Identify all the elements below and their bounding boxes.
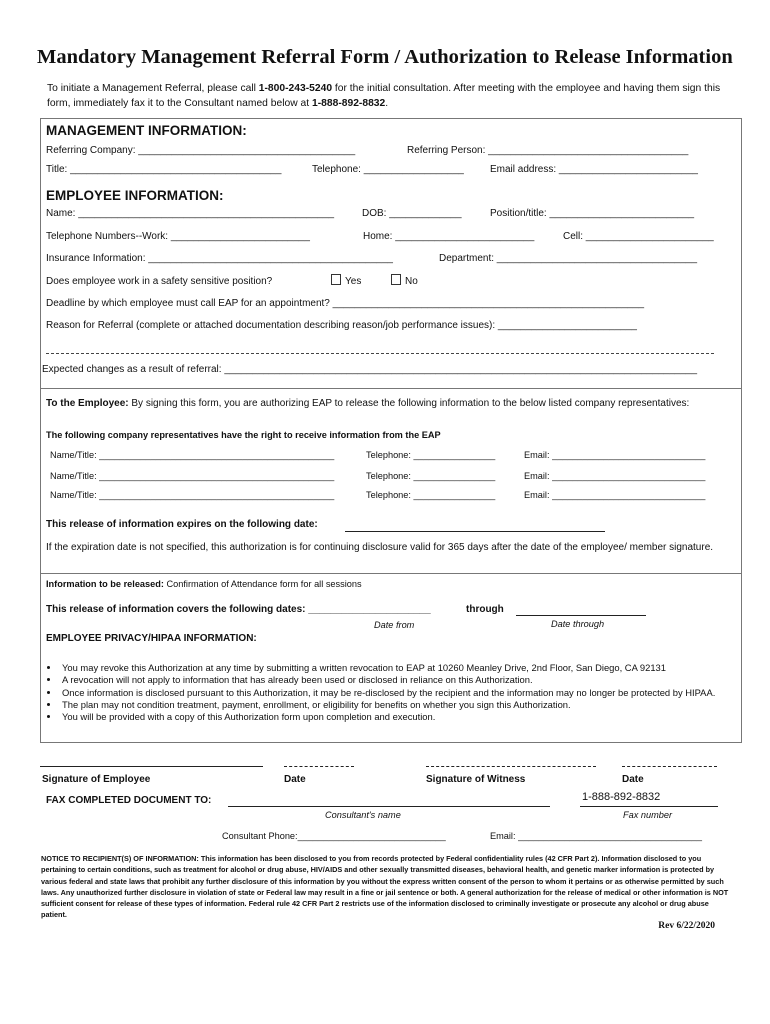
consultant-phone-field[interactable]: Consultant Phone:_____________________________	[222, 831, 446, 841]
through-label: through	[466, 604, 504, 615]
referring-person-field[interactable]: Referring Person: ____________________________________	[407, 145, 689, 156]
expiration-label: This release of information expires on the following date:	[46, 519, 318, 530]
expiration-date-line[interactable]	[345, 531, 605, 532]
privacy-bullet: • A revocation will not apply to information that has already been used or disclosed in reliance on this Authorization.	[60, 674, 732, 686]
witness-signature-line[interactable]	[426, 766, 596, 767]
rep-email-field[interactable]: Email: ______________________________	[524, 471, 706, 481]
management-heading: MANAGEMENT INFORMATION:	[46, 123, 247, 138]
intro-text-2: for the initial consultation. After meeting with the employee and having them sign this form, immediately fax it to the Consultant named below at	[47, 83, 721, 109]
employee-date-label: Date	[284, 774, 306, 785]
rep-email-field[interactable]: Email: ______________________________	[524, 450, 706, 460]
intro-paragraph	[47, 81, 737, 111]
deadline-field[interactable]: Deadline by which employee must call EAP for an appointment? ________________________________________________________	[46, 298, 645, 309]
expiration-note: If the expiration date is not specified, this authorization is for continuing disclosure valid for 365 days after the date of the employee/ member signature.	[46, 542, 714, 553]
no-label: No	[405, 276, 418, 287]
privacy-bullet: • The plan may not condition treatment, payment, enrollment, or eligibility for benefits on whether you sign this Authorization.	[60, 699, 732, 711]
expected-changes-field[interactable]: Expected changes as a result of referral: _____________________________________________________________________________________	[42, 364, 698, 375]
consultant-name-caption: Consultant's name	[325, 810, 401, 820]
intro-text-3: .	[385, 98, 389, 109]
to-employee-label: To the Employee:	[46, 398, 129, 409]
date-from-caption: Date from	[374, 620, 415, 630]
rep-name-field[interactable]: Name/Title: ______________________________________________	[50, 471, 335, 481]
date-from-field[interactable]: This release of information covers the following dates: ______________________	[46, 604, 431, 615]
info-released-line	[46, 579, 362, 589]
employee-home-phone-field[interactable]: Home: _________________________	[363, 231, 535, 242]
witness-date-label: Date	[622, 774, 644, 785]
yes-checkbox[interactable]	[331, 274, 341, 285]
rep-telephone-field[interactable]: Telephone: ________________	[366, 450, 496, 460]
rep-email-field[interactable]: Email: ______________________________	[524, 490, 706, 500]
employee-name-field[interactable]: Name: ______________________________________________	[46, 208, 335, 219]
employee-signature-line[interactable]	[40, 766, 263, 767]
privacy-bullet: • You will be provided with a copy of this Authorization form upon completion and execution.	[60, 711, 732, 723]
employee-position-field[interactable]: Position/title: __________________________	[490, 208, 695, 219]
employee-cell-field[interactable]: Cell: _______________________	[563, 231, 714, 242]
date-through-line[interactable]	[516, 615, 646, 616]
info-released-label: Information to be released:	[46, 579, 164, 589]
referring-company-field[interactable]: Referring Company: _______________________________________	[46, 145, 356, 156]
rep-telephone-field[interactable]: Telephone: ________________	[366, 490, 496, 500]
employee-work-phone-field[interactable]: Telephone Numbers--Work: _________________________	[46, 231, 310, 242]
reason-field[interactable]: Reason for Referral (complete or attached documentation describing reason/job performance issues): _________________________	[46, 320, 637, 331]
page-title: Mandatory Management Referral Form / Authorization to Release Information	[37, 46, 733, 68]
witness-date-line[interactable]	[622, 766, 717, 767]
intro-text-1: To initiate a Management Referral, please call	[47, 83, 259, 94]
revision-label: Rev 6/22/2020	[658, 921, 715, 931]
privacy-bullet: • You may revoke this Authorization at any time by submitting a written revocation to EAP at 10260 Meanley Drive, 2nd Floor, San Diego, CA 92131	[60, 662, 732, 674]
to-employee-statement	[46, 397, 736, 411]
intro-fax: 1-888-892-8832	[311, 98, 386, 109]
info-released-text: Confirmation of Attendance form for all sessions	[163, 579, 362, 589]
fax-number-line	[580, 806, 718, 807]
reps-heading: The following company representatives have the right to receive information from the EAP	[46, 430, 441, 440]
witness-signature-label: Signature of Witness	[426, 774, 526, 785]
date-through-caption: Date through	[551, 619, 605, 629]
employee-date-line[interactable]	[284, 766, 354, 767]
employee-heading: EMPLOYEE INFORMATION:	[46, 188, 224, 203]
privacy-bullet: • Once information is disclosed pursuant to this Authorization, it may be re-disclosed by the recipient and the information may no longer be protected by HIPAA.	[60, 687, 732, 699]
consultant-email-field[interactable]: Email: ____________________________________	[490, 831, 703, 841]
mgmt-title-field[interactable]: Title: ______________________________________	[46, 164, 282, 175]
rep-name-field[interactable]: Name/Title: ______________________________________________	[50, 450, 335, 460]
safety-question: Does employee work in a safety sensitive position?	[46, 276, 273, 287]
rep-name-field[interactable]: Name/Title: ______________________________________________	[50, 490, 335, 500]
employee-dob-field[interactable]: DOB: _____________	[362, 208, 462, 219]
rep-telephone-field[interactable]: Telephone: ________________	[366, 471, 496, 481]
mgmt-email-field[interactable]: Email address: _________________________	[490, 164, 698, 175]
intro-phone: 1-800-243-5240	[258, 83, 333, 94]
employee-signature-label: Signature of Employee	[42, 774, 151, 785]
department-field[interactable]: Department: ____________________________________	[439, 253, 698, 264]
fax-number-caption: Fax number	[623, 810, 673, 820]
reason-continuation-line[interactable]	[46, 353, 714, 354]
fax-label: FAX COMPLETED DOCUMENT TO:	[46, 795, 212, 806]
safety-no-option[interactable]	[391, 274, 418, 287]
consultant-name-line[interactable]	[228, 806, 550, 807]
yes-label: Yes	[345, 276, 362, 287]
recipient-notice: NOTICE TO RECIPIENT(S) OF INFORMATION: This information has been disclosed to you from records protected by Federal confidentiality rules (42 CFR Part 2). Information disclosed to you pertaining to certain conditions, such as treatment for alcohol or drug abuse, HIV/AIDS and other sexually transmitted diseases, behavioral health, and genetic marker information is protected by various federal and state laws that prohibit any further disclosure of this information by you without the express written consent of the person to whom it pertains or as otherwise permitted by such laws. Any unauthorized further disclosure in violation of state or Federal law may result in a fine or jail sentence or both. A general authorization for the release of medical or other information is NOT sufficient consent for release of these types of information. Federal rule 42 CFR Part 2 restricts use of the information disclosed to criminally investigate or prosecute any alcohol or drug abuse patient.	[41, 854, 729, 920]
privacy-heading: EMPLOYEE PRIVACY/HIPAA INFORMATION:	[46, 633, 257, 644]
insurance-field[interactable]: Insurance Information: ____________________________________________	[46, 253, 393, 264]
fax-number-value: 1-888-892-8832	[582, 791, 661, 803]
mgmt-telephone-field[interactable]: Telephone: __________________	[312, 164, 464, 175]
safety-yes-option[interactable]	[331, 274, 361, 287]
to-employee-text: By signing this form, you are authorizing EAP to release the following information to the below listed company representatives:	[128, 398, 690, 409]
privacy-bullet-list	[44, 662, 732, 723]
no-checkbox[interactable]	[391, 274, 401, 285]
